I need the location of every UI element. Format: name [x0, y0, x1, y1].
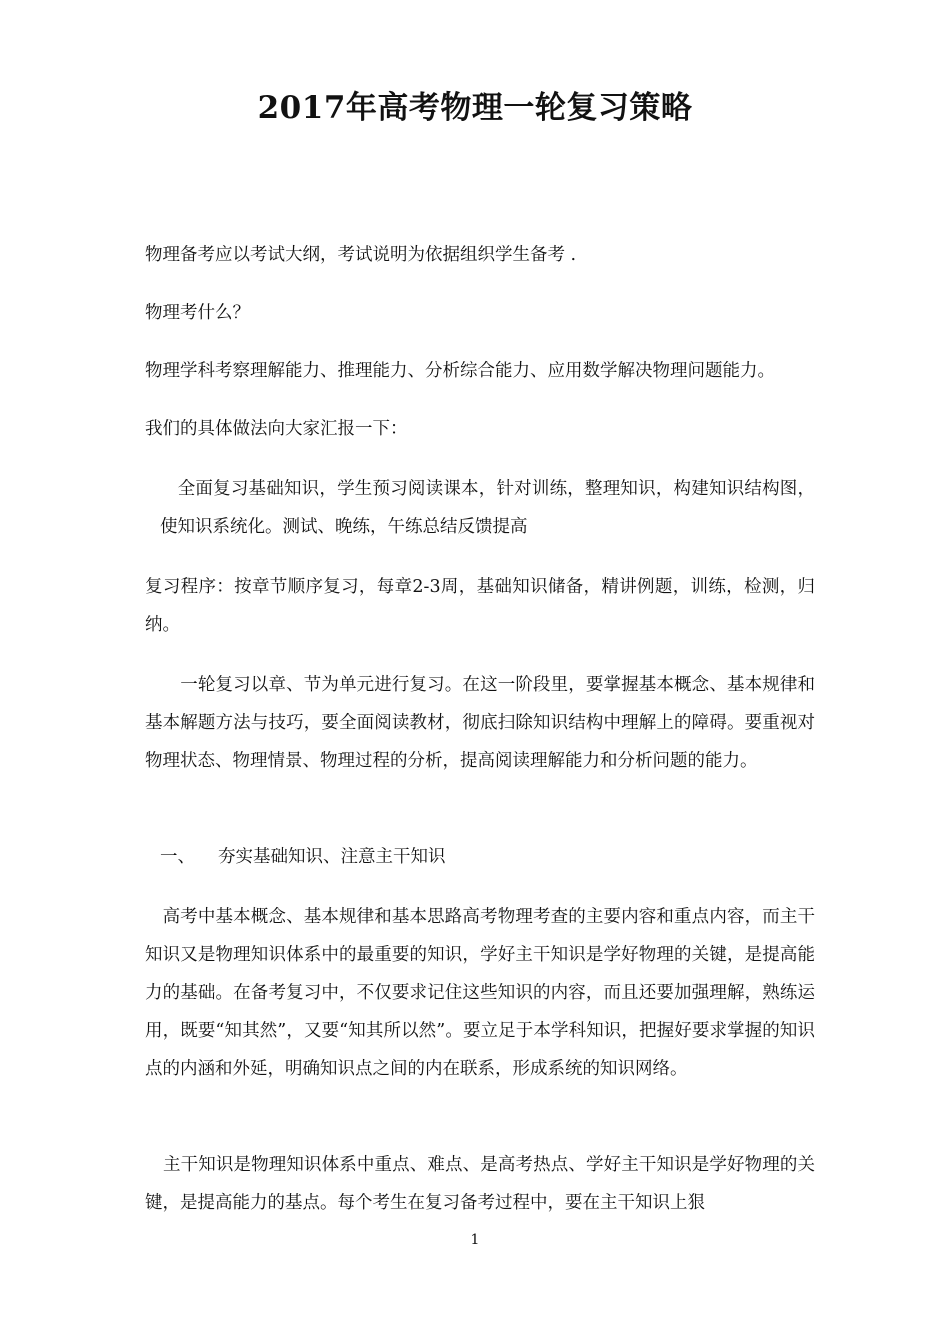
paragraph-review-procedure: 复习程序：按章节顺序复习，每章2-3周，基础知识储备，精讲例题，训练，检测，归纳。	[145, 577, 815, 635]
paragraph-core-knowledge: 高考中基本概念、基本规律和基本思路高考物理考查的主要内容和重点内容，而主干知识又是物理知识体系中的最重要的知识，学好主干知识是学好物理的关键，是提高能力的基础。在备考复习中，不仅要求记住这些知识的内容，而且还要加强理解，熟练运用，既要“知其然”，又要“知其所以然”。要立足于本学科知识，把握好要求掌握的知识点的内涵和外延，明确知识点之间的内在联系，形成系统的知识网络。	[145, 907, 815, 1079]
page-number: 1	[470, 1232, 480, 1248]
section-heading-text: 夯实基础知识、注意主干知识	[218, 847, 446, 867]
paragraph-review-basics: 全面复习基础知识，学生预习阅读课本，针对训练，整理知识，构建知识结构图，使知识系统化。测试、晚练，午练总结反馈提高	[160, 479, 815, 537]
paragraph-main-knowledge: 主干知识是物理知识体系中重点、难点、是高考热点、学好主干知识是学好物理的关键，是提高能力的基点。每个考生在复习备考过程中，要在主干知识上狠	[145, 1155, 815, 1213]
paragraph-approach: 我们的具体做法向大家汇报一下：	[145, 419, 408, 439]
section-heading	[160, 838, 446, 876]
document-title: 2017年高考物理一轮复习策略	[257, 90, 693, 126]
section-number: 一、	[160, 847, 195, 867]
paragraph-basis: 物理备考应以考试大纲，考试说明为依据组织学生备考 .	[145, 245, 577, 265]
paragraph-question: 物理考什么？	[145, 303, 250, 323]
paragraph-first-round: 一轮复习以章、节为单元进行复习。在这一阶段里，要掌握基本概念、基本规律和基本解题方法与技巧，要全面阅读教材，彻底扫除知识结构中理解上的障碍。要重视对物理状态、物理情景、物理过程的分析，提高阅读理解能力和分析问题的能力。	[145, 675, 815, 771]
paragraph-abilities: 物理学科考察理解能力、推理能力、分析综合能力、应用数学解决物理问题能力。	[145, 361, 775, 381]
